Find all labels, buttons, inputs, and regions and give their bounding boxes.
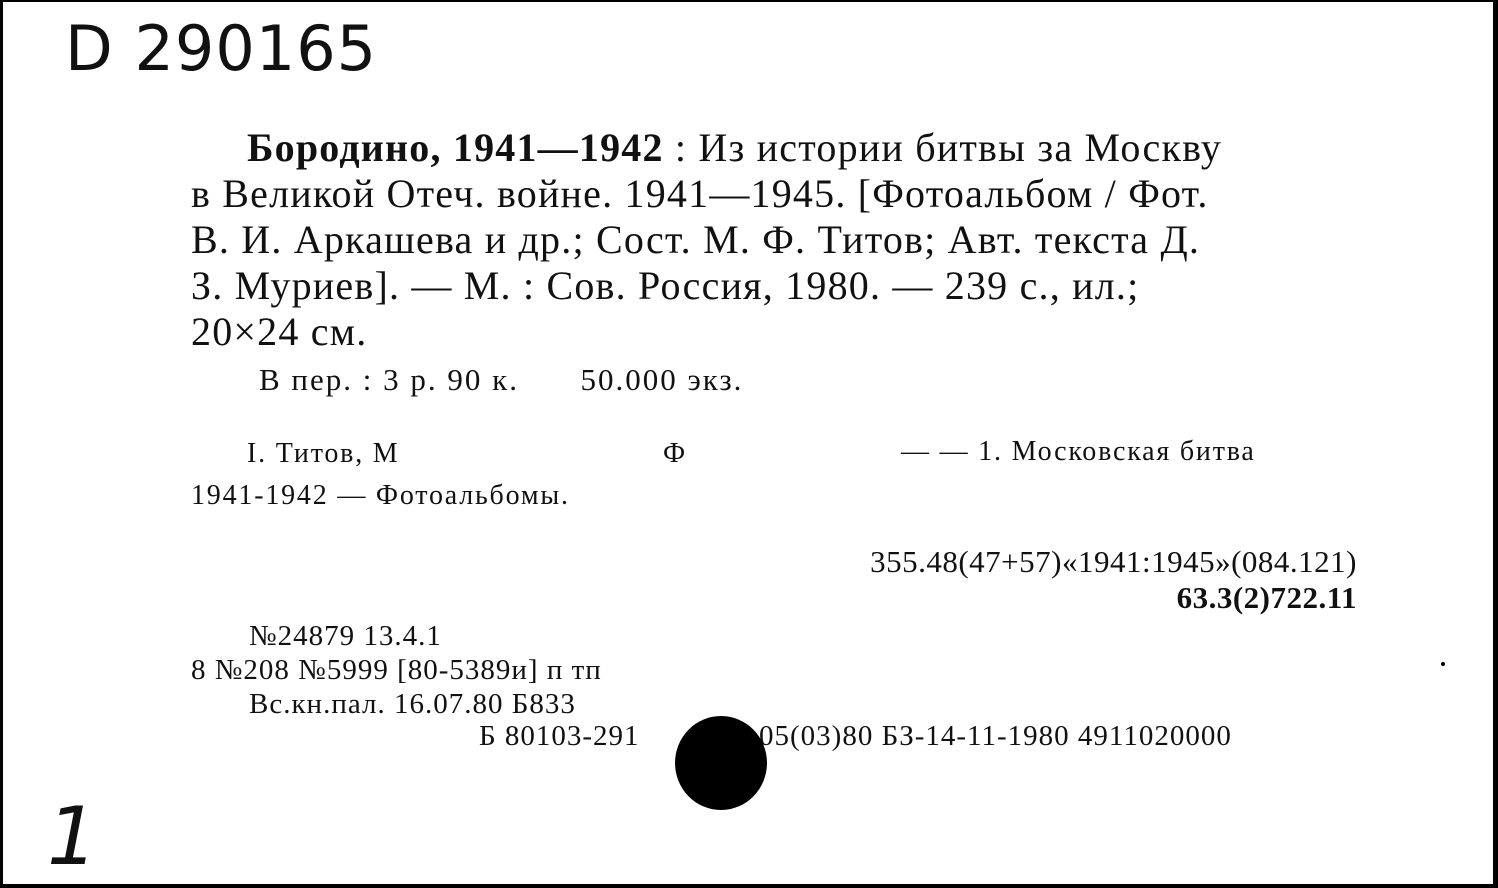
- entry-line-4: З. Муриев]. — М. : Сов. Россия, 1980. — 239 с., ил.;: [191, 263, 1140, 308]
- call-number: D 290165: [65, 12, 378, 85]
- card-number: 1: [47, 790, 98, 883]
- entry-line-3: В. И. Аркашева и др.; Сост. М. Ф. Титов; Авт. текста Д.: [191, 217, 1201, 262]
- price-line: [259, 362, 743, 398]
- entry-subtitle: : Из истории битвы за Москву: [674, 125, 1223, 170]
- binding-price: В пер. : 3 р. 90 к.: [259, 362, 519, 397]
- bbk-index: 63.3(2)722.11: [1176, 580, 1357, 615]
- punch-hole: [675, 716, 767, 810]
- tech-line-2: 8 №208 №5999 [80-5389и] п тп: [191, 654, 602, 686]
- tech-line-3: Вс.кн.пал. 16.07.80 Б833: [249, 688, 576, 720]
- entry-title: Бородино, 1941—1942: [247, 125, 664, 170]
- entry-line-2: в Великой Отеч. войне. 1941—1945. [Фотоальбом / Фот.: [191, 171, 1209, 216]
- tracing-subject: — — 1. Московская битва: [901, 436, 1256, 467]
- tech-line-4-right: 05(03)80 БЗ-14-11-1980 4911020000: [759, 720, 1232, 752]
- tech-line-1: №24879 13.4.1: [249, 620, 442, 652]
- udc-index: 355.48(47+57)«1941:1945»(084.121): [870, 544, 1357, 579]
- entry-line-5: 20×24 см.: [191, 309, 368, 354]
- tracing-left: I. Титов, М: [247, 438, 400, 469]
- ink-speck: [1441, 662, 1445, 666]
- entry-line-1: [247, 124, 1222, 171]
- tech-line-4-left: Б 80103-291: [479, 720, 640, 752]
- print-run: 50.000 экз.: [580, 362, 744, 397]
- tracing-line-2: 1941-1942 — Фотоальбомы.: [191, 480, 570, 511]
- tracing-middle: Ф: [663, 438, 687, 469]
